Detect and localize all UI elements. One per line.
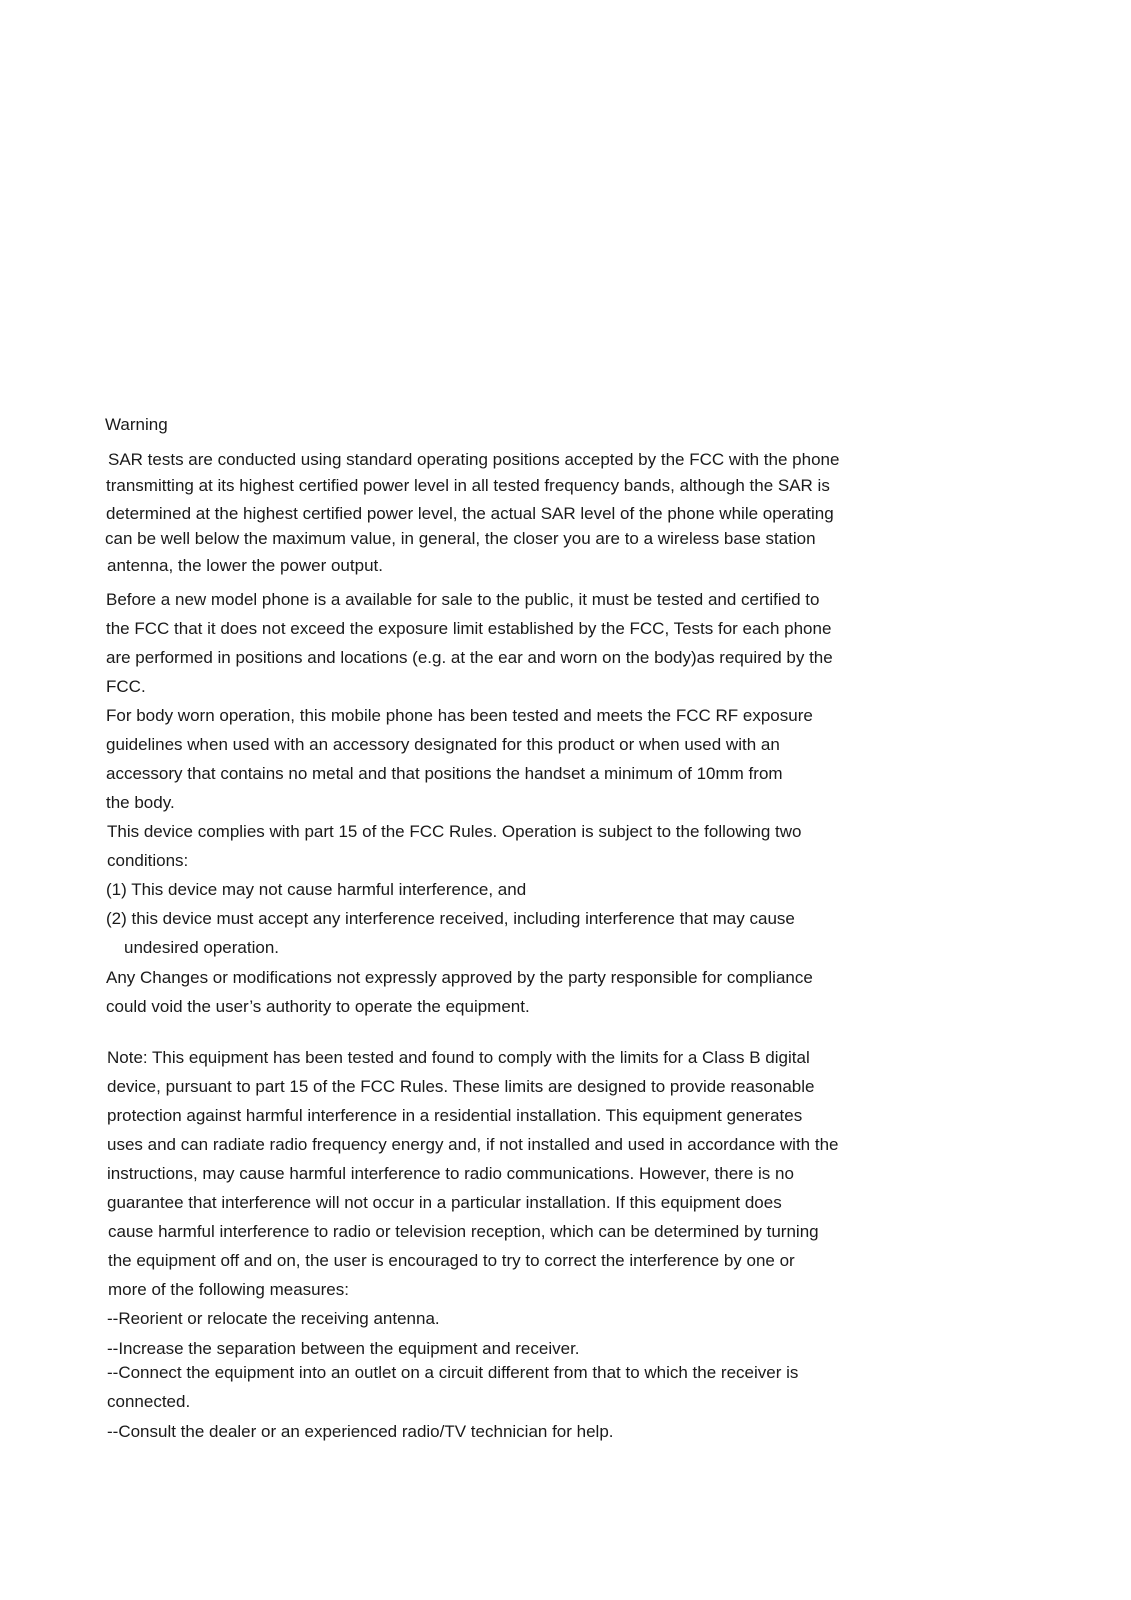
sar-line: antenna, the lower the power output.: [107, 556, 383, 575]
measure-item: --Reorient or relocate the receiving antenna.: [107, 1309, 440, 1328]
body-worn-line: guidelines when used with an accessory designated for this product or when used with an: [106, 735, 780, 754]
measure-item: --Increase the separation between the equipment and receiver.: [107, 1339, 580, 1358]
sar-line: determined at the highest certified power level, the actual SAR level of the phone while operating: [106, 504, 834, 523]
part15-line: Any Changes or modifications not expressly approved by the party responsible for compliance: [106, 968, 813, 987]
sar-line: can be well below the maximum value, in general, the closer you are to a wireless base station: [105, 529, 816, 548]
note-line: device, pursuant to part 15 of the FCC Rules. These limits are designed to provide reasonable: [107, 1077, 815, 1096]
certification-line: FCC.: [106, 677, 146, 696]
note-line: protection against harmful interference in a residential installation. This equipment generates: [107, 1106, 803, 1125]
part15-condition-2: (2) this device must accept any interference received, including interference that may cause: [106, 909, 795, 928]
note-line: instructions, may cause harmful interference to radio communications. However, there is no: [107, 1164, 794, 1183]
note-line: the equipment off and on, the user is encouraged to try to correct the interference by one or: [108, 1251, 795, 1270]
certification-line: are performed in positions and locations (e.g. at the ear and worn on the body)as required by the: [106, 648, 833, 667]
part15-line: undesired operation.: [124, 938, 280, 957]
warning-heading: Warning: [105, 415, 168, 434]
note-line: guarantee that interference will not occur in a particular installation. If this equipment does: [107, 1193, 782, 1212]
body-worn-line: accessory that contains no metal and that positions the handset a minimum of 10mm from: [106, 764, 783, 783]
measure-item: --Consult the dealer or an experienced radio/TV technician for help.: [107, 1422, 614, 1441]
body-worn-line: For body worn operation, this mobile phone has been tested and meets the FCC RF exposure: [106, 706, 813, 725]
note-line: uses and can radiate radio frequency energy and, if not installed and used in accordance with the: [107, 1135, 839, 1154]
body-worn-line: the body.: [106, 793, 175, 812]
part15-condition-1: (1) This device may not cause harmful interference, and: [106, 880, 527, 899]
measure-item: --Connect the equipment into an outlet on a circuit different from that to which the receiver is: [107, 1363, 799, 1382]
sar-line: SAR tests are conducted using standard operating positions accepted by the FCC with the phone: [108, 450, 840, 469]
part15-line: This device complies with part 15 of the FCC Rules. Operation is subject to the following two: [107, 822, 802, 841]
certification-line: Before a new model phone is a available for sale to the public, it must be tested and certified to: [106, 590, 820, 609]
measure-item: connected.: [107, 1392, 191, 1411]
part15-line: could void the user’s authority to operate the equipment.: [106, 997, 530, 1016]
part15-line: conditions:: [107, 851, 189, 870]
sar-line: transmitting at its highest certified power level in all tested frequency bands, although the SAR is: [106, 476, 830, 495]
note-line: Note: This equipment has been tested and found to comply with the limits for a Class B digital: [107, 1048, 810, 1067]
note-line: more of the following measures:: [108, 1280, 349, 1299]
certification-line: the FCC that it does not exceed the exposure limit established by the FCC, Tests for each phone: [106, 619, 832, 638]
note-line: cause harmful interference to radio or television reception, which can be determined by turning: [108, 1222, 819, 1241]
